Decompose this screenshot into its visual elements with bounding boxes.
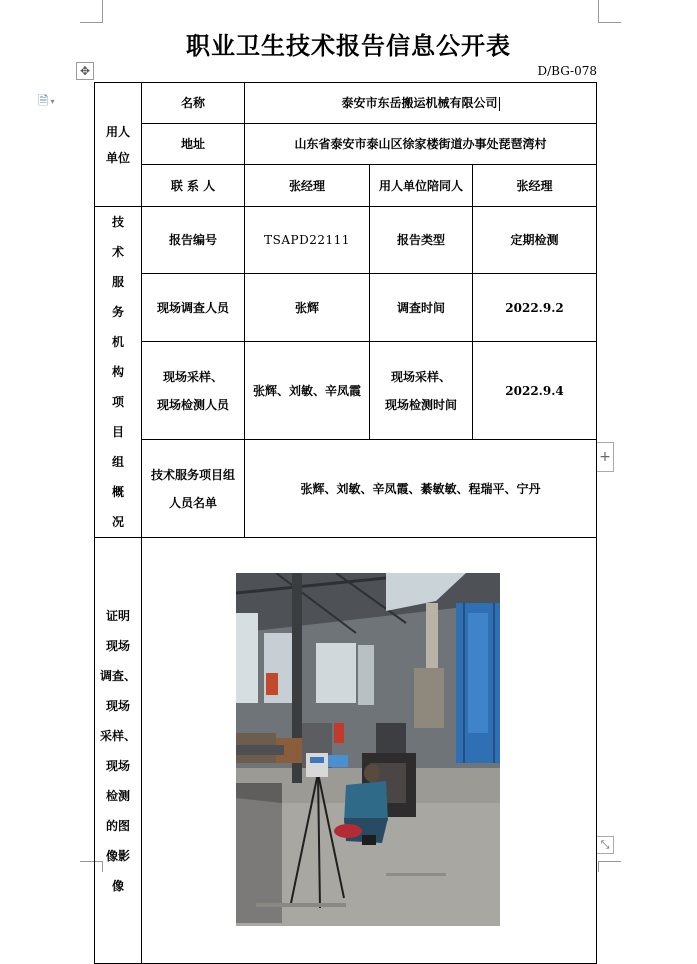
sampling-staff-label: 现场采样、 现场检测人员 — [142, 342, 245, 440]
evidence-label-line: 检测 — [105, 788, 130, 803]
contact-value[interactable]: 张经理 — [245, 165, 370, 207]
evidence-label-line: 采样、 — [99, 728, 136, 743]
name-value-cell[interactable] — [245, 83, 597, 124]
photo-cell[interactable] — [142, 538, 597, 964]
address-value[interactable]: 山东省泰安市泰山区徐家楼街道办事处琵琶湾村 — [245, 124, 597, 165]
survey-time-label: 调查时间 — [370, 273, 473, 341]
report-no-value[interactable]: TSAPD22111 — [245, 207, 370, 274]
team-label: 技术服务项目组 人员名单 — [142, 440, 245, 538]
sampling-staff-value[interactable]: 张辉、刘敏、辛凤霞 — [245, 342, 370, 440]
table-resize-handle-icon[interactable]: ⤡ — [596, 836, 614, 854]
survey-staff-value[interactable]: 张辉 — [245, 273, 370, 341]
page-corner-mark — [80, 0, 103, 23]
escort-label: 用人单位陪同人 — [370, 165, 473, 207]
report-type-value[interactable]: 定期检测 — [473, 207, 597, 274]
site-photo[interactable] — [236, 573, 500, 926]
evidence-label-line: 现场 — [105, 638, 130, 653]
evidence-label-line: 像影 — [105, 848, 130, 863]
team-value[interactable]: 张辉、刘敏、辛凤霞、綦敏敏、程瑞平、宁丹 — [245, 440, 597, 538]
report-type-label: 报告类型 — [370, 207, 473, 274]
page-corner-mark — [598, 0, 621, 23]
evidence-label-line: 调查、 — [99, 668, 136, 683]
info-table — [94, 82, 597, 964]
company-name: 泰安市东岳搬运机械有限公司 — [341, 96, 498, 110]
sampling-time-label: 现场采样、 现场检测时间 — [370, 342, 473, 440]
workshop-photo-illustration — [236, 573, 500, 926]
evidence-label-line: 的图 — [105, 818, 130, 833]
text-cursor — [499, 97, 500, 111]
table-move-handle-icon[interactable]: ✥ — [76, 62, 94, 80]
dropdown-arrow-icon[interactable]: ▾ — [50, 97, 55, 106]
service-section-label: 技术服务机构项目组概况 — [95, 207, 142, 538]
report-no-label: 报告编号 — [142, 207, 245, 274]
address-label: 地址 — [142, 124, 245, 165]
document-code: D/BG-078 — [537, 64, 597, 78]
evidence-label-line: 像 — [111, 878, 124, 893]
survey-staff-label: 现场调查人员 — [142, 273, 245, 341]
evidence-label-line: 现场 — [105, 698, 130, 713]
document-menu-icon[interactable]: 🗎 ▾ — [38, 94, 55, 109]
survey-time-value[interactable]: 2022.9.2 — [473, 273, 597, 341]
name-label: 名称 — [142, 83, 245, 124]
evidence-label-line: 证明 — [105, 608, 130, 623]
page-corner-mark — [598, 861, 621, 872]
escort-value[interactable]: 张经理 — [473, 165, 597, 207]
contact-label: 联 系 人 — [142, 165, 245, 207]
sampling-time-value[interactable]: 2022.9.4 — [473, 342, 597, 440]
add-column-button[interactable]: + — [596, 442, 614, 472]
document-title: 职业卫生技术报告信息公开表 — [186, 31, 511, 60]
employer-section-label: 用人单位 — [95, 83, 142, 207]
evidence-section-label — [95, 538, 142, 964]
evidence-label-line: 现场 — [105, 758, 130, 773]
